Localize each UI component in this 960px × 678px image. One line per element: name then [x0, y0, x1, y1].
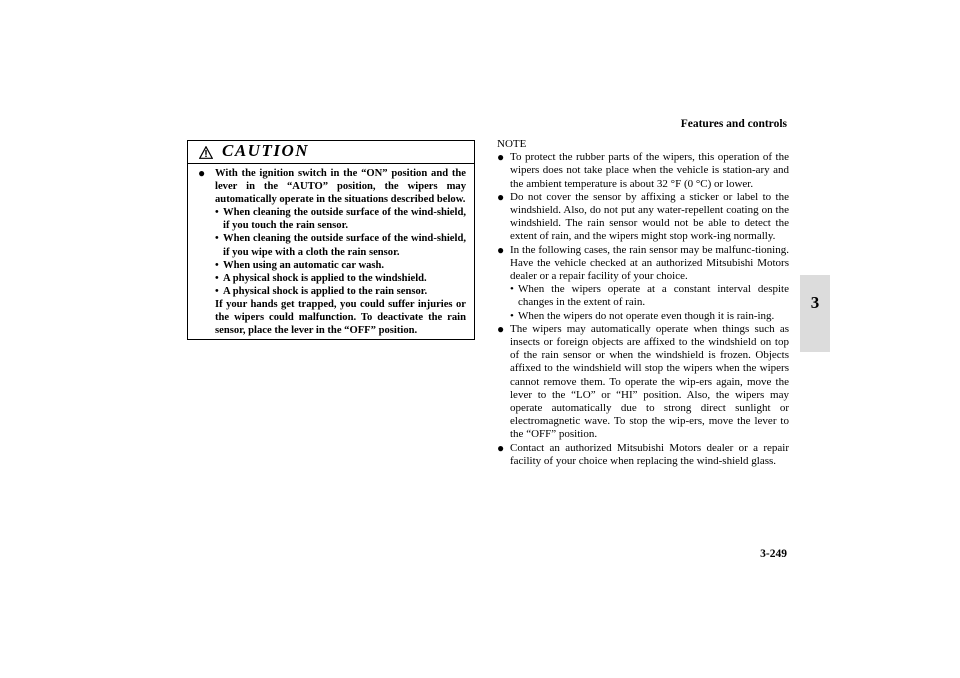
caution-intro: With the ignition switch in the “ON” position and the lever in the “AUTO” position, the wipers may automatically operate in the situations described below.: [215, 168, 466, 206]
caution-box: [187, 140, 475, 340]
bullet-icon: ●: [497, 321, 505, 336]
note-item: ● Contact an authorized Mitsubishi Motors dealer or a repair facility of your choice when replacing the wind-shield glass.: [497, 440, 789, 467]
page-number: 3-249: [760, 548, 787, 560]
caution-bullet: [198, 167, 466, 298]
caution-sub-item: • A physical shock is applied to the windshield.: [215, 272, 427, 284]
caution-header: [188, 141, 474, 164]
note-sub-item: • When the wipers do not operate even though it is rain-ing.: [510, 309, 775, 322]
note-item: ● The wipers may automatically operate when things such as insects or foreign objects are affixed to the windshield on top of the rain sensor or when the windshield is frozen. Objects affixed to the windshield will stop the wipers when the wipers cannot remove them. To operate the wip-ers again, move the lever to the “LO” or “HI” position. Also, the wipers may operate automatically due to strong direct sunlight or electromagnetic wave. To stop the wip-ers, move the lever to the “OFF” position.: [497, 321, 789, 441]
warning-triangle-icon: [199, 146, 213, 159]
note-sub-item: • When the wipers operate at a constant interval despite changes in the extent of rain.: [510, 283, 789, 309]
bullet-icon: ●: [198, 166, 206, 180]
bullet-icon: ●: [497, 242, 505, 257]
caution-title: CAUTION: [222, 141, 310, 160]
note-section: [497, 138, 789, 468]
caution-sub-item: • A physical shock is applied to the rain sensor.: [215, 285, 428, 297]
caution-sub-item: • When cleaning the outside surface of the wind-shield, if you touch the rain sensor.: [215, 207, 466, 232]
chapter-number: 3: [810, 293, 820, 312]
note-label: NOTE: [497, 138, 527, 150]
caution-sub-item: • When cleaning the outside surface of the wind-shield, if you wipe with a cloth the rain sensor.: [215, 233, 466, 258]
note-item: ● To protect the rubber parts of the wipers, this operation of the wipers does not take place when the vehicle is station-ary and the ambient temperature is about 32 °F (0 °C) or lower.: [497, 150, 789, 190]
note-item: ● Do not cover the sensor by affixing a sticker or label to the windshield. Also, do not put any water-repellent coating on the windshield. The rain sensor would not be able to detect the extent of rain, and the wipers might stop work-ing normally.: [497, 189, 789, 243]
caution-sub-item: • When using an automatic car wash.: [215, 259, 385, 271]
caution-closing: If your hands get trapped, you could suffer injuries or the wipers could malfunction. To deactivate the rain sensor, place the lever in the “OFF” position.: [215, 298, 466, 337]
chapter-tab: [800, 275, 830, 352]
page-header: Features and controls: [680, 118, 787, 130]
bullet-icon: ●: [497, 440, 505, 455]
note-item: ● In the following cases, the rain sensor may be malfunc-tioning. Have the vehicle checked at an authorized Mitsubishi Motors dealer or a repair facility of your choice. • When the wipers operate at a constant interval despite changes in the extent of rain. • When the wipers do not operate even though it is rain-ing.: [497, 242, 789, 322]
bullet-icon: ●: [497, 189, 505, 204]
bullet-icon: ●: [497, 150, 505, 165]
caution-body: [188, 164, 474, 337]
